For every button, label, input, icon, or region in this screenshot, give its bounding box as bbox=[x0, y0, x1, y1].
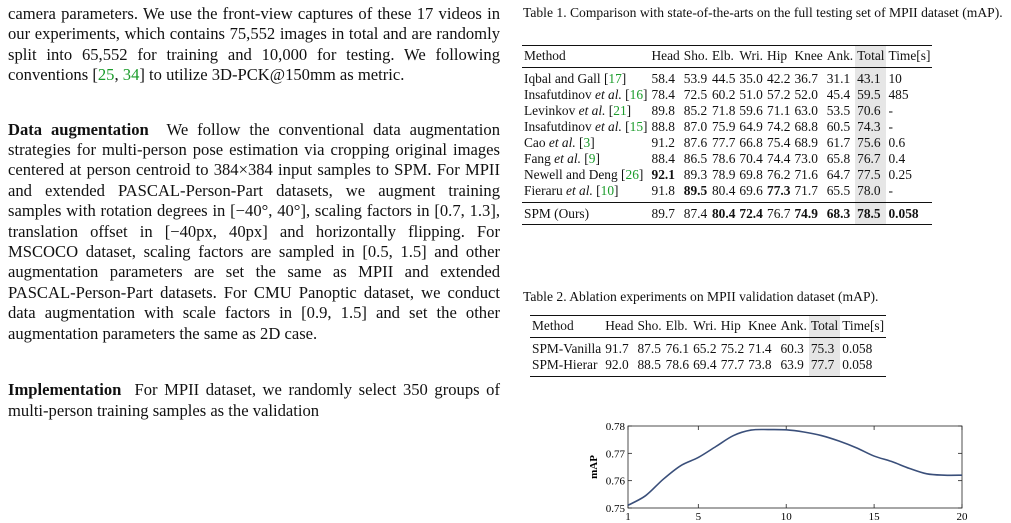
method-bracket: [ bbox=[580, 151, 589, 166]
table-cell: - bbox=[888, 103, 893, 118]
x-tick-label: 10 bbox=[780, 511, 792, 520]
table-cell: 75.3 bbox=[809, 338, 840, 358]
table-cell: 89.3 bbox=[683, 167, 708, 182]
method-label: Levinkov bbox=[524, 103, 579, 118]
table-row bbox=[522, 135, 932, 151]
table-cell: 58.4 bbox=[651, 71, 675, 86]
method-label: Insafutdinov bbox=[524, 87, 596, 102]
table-cell: 69.8 bbox=[739, 167, 763, 182]
table-cell: 76.7 bbox=[765, 203, 792, 225]
table-cell: 77.7 bbox=[719, 357, 746, 377]
y-axis-label: mAP bbox=[588, 455, 600, 479]
paragraph-implementation: Implementation For MPII dataset, we randomly select 350 groups of multi-person training samples as the validation bbox=[8, 380, 500, 420]
table-cell: 63.9 bbox=[778, 357, 808, 377]
method-etal: et al. bbox=[554, 151, 581, 166]
table-cell: 68.9 bbox=[794, 135, 818, 150]
table-cell: 68.8 bbox=[794, 119, 818, 134]
column-header: Knee bbox=[746, 316, 778, 338]
table-cell: 78.4 bbox=[651, 87, 675, 102]
method-name bbox=[522, 119, 650, 135]
table-cell: 78.0 bbox=[855, 183, 886, 203]
x-tick-label: 1 bbox=[625, 511, 631, 520]
map-line-series bbox=[628, 429, 962, 505]
table-cell: 61.7 bbox=[826, 135, 851, 150]
method-label: Iqbal and Gall [ bbox=[524, 71, 609, 86]
table-cell: 89.7 bbox=[650, 203, 682, 225]
x-tick-label: 20 bbox=[956, 511, 968, 520]
table-cell: 70.4 bbox=[739, 151, 763, 166]
column-header: Head bbox=[603, 316, 635, 338]
table-cell: 92.1 bbox=[651, 167, 675, 182]
table-cell: 88.5 bbox=[635, 357, 663, 377]
column-header: Ank. bbox=[778, 316, 808, 338]
table-cell: 76.1 bbox=[665, 341, 690, 356]
table-cell: 91.7 bbox=[605, 341, 629, 356]
table2-caption: Table 2. Ablation experiments on MPII validation dataset (mAP). bbox=[523, 289, 879, 304]
table-cell: 75.2 bbox=[720, 341, 745, 356]
table-cell: 71.6 bbox=[794, 167, 818, 182]
column-header: Sho. bbox=[682, 46, 710, 68]
table-cell: 63.0 bbox=[794, 103, 818, 118]
table-cell: 87.0 bbox=[683, 119, 708, 134]
table-cell: 65.8 bbox=[826, 151, 851, 166]
table-cell: 71.7 bbox=[794, 183, 818, 198]
citation-link[interactable]: 26 bbox=[625, 167, 639, 182]
method-name bbox=[522, 103, 650, 119]
table-cell: 57.2 bbox=[767, 87, 791, 102]
method-etal: et al. bbox=[566, 183, 593, 198]
table-cell: 69.6 bbox=[739, 183, 763, 198]
table-cell: 0.058 bbox=[842, 341, 873, 356]
method-etal: et al. bbox=[595, 119, 622, 134]
table-cell: 42.2 bbox=[767, 71, 791, 86]
table-cell: 91.8 bbox=[651, 183, 675, 198]
table-cell: 65.2 bbox=[693, 341, 717, 356]
table-cell: 92.0 bbox=[603, 357, 635, 377]
table-cell: 71.4 bbox=[748, 341, 772, 356]
table-cell: 74.3 bbox=[855, 119, 886, 135]
citation-link[interactable]: 16 bbox=[629, 87, 644, 102]
table-cell: 35.0 bbox=[739, 71, 763, 86]
method-bracket: ] bbox=[626, 103, 632, 118]
table-cell: 91.2 bbox=[651, 135, 675, 150]
table-row bbox=[522, 103, 932, 119]
table-cell: 64.9 bbox=[739, 119, 763, 134]
method-etal: et al. bbox=[578, 103, 606, 118]
method-name bbox=[522, 135, 650, 151]
method-bracket: ] bbox=[590, 135, 595, 150]
table-cell: 68.3 bbox=[825, 203, 855, 225]
method-label: SPM-Vanilla bbox=[532, 341, 602, 356]
table1 bbox=[522, 45, 932, 225]
method-etal: et al. bbox=[595, 87, 622, 102]
table-cell: 36.7 bbox=[794, 71, 818, 86]
citation-link[interactable]: 25 bbox=[97, 65, 115, 85]
table-cell: 69.4 bbox=[691, 357, 719, 377]
method-name bbox=[530, 357, 603, 377]
table-cell: 76.2 bbox=[767, 167, 791, 182]
table-cell: 72.4 bbox=[737, 203, 765, 225]
method-label: Newell and Deng [ bbox=[524, 167, 626, 182]
table1-caption: Table 1. Comparison with state-of-the-arts on the full testing set of MPII dataset (mAP). bbox=[523, 5, 1003, 20]
map-curve-chart bbox=[562, 420, 982, 520]
table-cell: 77.7 bbox=[809, 357, 840, 377]
table-row bbox=[530, 338, 886, 358]
table-cell: 64.7 bbox=[826, 167, 851, 182]
table-cell: 71.8 bbox=[711, 103, 736, 118]
method-name bbox=[530, 338, 603, 358]
column-header: Ank. bbox=[825, 46, 855, 68]
paragraph-data-augmentation: Data augmentation We follow the conventional data augmentation strategies for multi-person pose estimation via cropping original images centered at person centroid to 384×384 input samples to SPM. For MPII and extended PASCAL-Person-Part datasets, we augment training samples with rotation degrees in [−40°, 40°], scaling factors in [0.7, 1.3], translation offset in [−40px, 40px] and horizontally flipping. For MSCOCO dataset, scaling factors are sampled in [0.5, 1.5] and other augmentation parameters are set the same as MPII and extended PASCAL-Person-Part datasets. For CMU Panoptic dataset, we conduct data augmentation with scale factors in [0.9, 1.5] and set the other augmentation parameters the same as 2D case. bbox=[8, 119, 501, 343]
table-cell: 75.9 bbox=[711, 119, 736, 134]
table-row bbox=[522, 183, 932, 203]
table-cell: 59.5 bbox=[855, 87, 886, 103]
citation-link[interactable]: 10 bbox=[600, 183, 615, 198]
table-cell: 51.0 bbox=[739, 87, 763, 102]
method-label: Fang bbox=[524, 151, 555, 166]
table-cell: 80.4 bbox=[710, 203, 737, 225]
citation-link[interactable]: 17 bbox=[608, 71, 622, 86]
method-name bbox=[522, 87, 650, 103]
citation-link[interactable]: 34 bbox=[122, 65, 140, 85]
table-cell: 73.8 bbox=[746, 357, 778, 377]
table-row bbox=[522, 68, 932, 88]
table-row bbox=[522, 87, 932, 103]
table-cell: 77.3 bbox=[767, 183, 791, 198]
table-cell: 53.9 bbox=[683, 71, 708, 86]
table-cell: 77.5 bbox=[855, 167, 886, 183]
method-bracket: ] bbox=[643, 119, 648, 134]
table-cell: 87.4 bbox=[682, 203, 710, 225]
table-cell: 485 bbox=[888, 87, 909, 102]
table-row bbox=[530, 357, 886, 377]
table-cell: 80.4 bbox=[711, 183, 736, 198]
y-tick-label: 0.76 bbox=[605, 475, 625, 488]
column-header: Method bbox=[522, 46, 650, 68]
table-cell: - bbox=[888, 119, 893, 134]
table-cell: 88.4 bbox=[651, 151, 675, 166]
method-label: Cao bbox=[524, 135, 549, 150]
table-cell: 76.7 bbox=[855, 151, 886, 167]
table-cell: 73.0 bbox=[794, 151, 818, 166]
table-cell: 53.5 bbox=[826, 103, 851, 118]
citation-link[interactable]: 21 bbox=[613, 103, 627, 118]
method-bracket: [ bbox=[621, 87, 630, 102]
table-cell: 78.6 bbox=[711, 151, 736, 166]
method-bracket: [ bbox=[621, 119, 630, 134]
table-cell: 59.6 bbox=[739, 103, 763, 118]
table-cell: 89.8 bbox=[651, 103, 675, 118]
table-cell: 77.7 bbox=[711, 135, 736, 150]
table-cell: 75.4 bbox=[767, 135, 791, 150]
table-row-ours bbox=[522, 203, 932, 225]
method-label: Insafutdinov bbox=[524, 119, 596, 134]
method-label: Fieraru bbox=[524, 183, 567, 198]
table-cell: 0.4 bbox=[888, 151, 906, 166]
column-header: Head bbox=[650, 46, 682, 68]
section-heading: Implementation bbox=[8, 380, 122, 400]
table-cell: 72.5 bbox=[683, 87, 708, 102]
table-cell: 60.5 bbox=[826, 119, 851, 134]
column-header: Wri. bbox=[737, 46, 765, 68]
table-cell: 52.0 bbox=[794, 87, 818, 102]
method-bracket: ] bbox=[614, 183, 619, 198]
method-name bbox=[522, 68, 650, 88]
table-cell: 74.2 bbox=[767, 119, 791, 134]
table-cell: 0.6 bbox=[888, 135, 906, 150]
paragraph-camera: camera parameters. We use the front-view captures of these 17 videos in our experiments, which contains 75,552 images in total and are randomly split into 65,552 for training and 10,000 for testing. We following conventions [25, 34] to utilize 3D-PCK@150mm as metric. bbox=[8, 4, 500, 85]
table-cell: 78.5 bbox=[855, 203, 886, 225]
table-cell: 86.5 bbox=[683, 151, 708, 166]
table-cell: 87.5 bbox=[637, 341, 661, 356]
table-cell: 60.2 bbox=[711, 87, 736, 102]
column-header: Total bbox=[809, 316, 840, 338]
left-column bbox=[8, 4, 500, 421]
method-bracket: ] bbox=[638, 167, 644, 182]
column-header: Total bbox=[855, 46, 886, 68]
method-bracket: [ bbox=[605, 103, 614, 118]
x-tick-label: 5 bbox=[695, 511, 702, 520]
column-header: Sho. bbox=[635, 316, 663, 338]
citation-link[interactable]: 15 bbox=[629, 119, 644, 134]
citation-link[interactable]: 9 bbox=[588, 151, 596, 166]
table-cell: 66.8 bbox=[739, 135, 763, 150]
y-tick-label: 0.77 bbox=[605, 448, 625, 461]
table-cell: 85.2 bbox=[683, 103, 708, 118]
table-cell: 89.5 bbox=[683, 183, 708, 198]
table-cell: - bbox=[888, 183, 893, 198]
table-row bbox=[522, 151, 932, 167]
table-cell: 71.1 bbox=[767, 103, 791, 118]
table2 bbox=[530, 315, 886, 377]
method-etal: et al. bbox=[548, 135, 576, 150]
method-name: SPM (Ours) bbox=[522, 203, 650, 225]
table-cell: 70.6 bbox=[855, 103, 886, 119]
table-cell: 44.5 bbox=[711, 71, 736, 86]
column-header: Hip bbox=[719, 316, 746, 338]
table-cell: 87.6 bbox=[683, 135, 708, 150]
method-name bbox=[522, 183, 650, 203]
method-bracket: ] bbox=[621, 71, 627, 86]
column-header: Method bbox=[530, 316, 603, 338]
table-cell: 10 bbox=[888, 71, 902, 86]
method-bracket: ] bbox=[595, 151, 600, 166]
table-cell: 0.058 bbox=[886, 203, 932, 225]
y-tick-label: 0.75 bbox=[605, 503, 625, 515]
table-cell: 78.6 bbox=[664, 357, 691, 377]
section-heading: Data augmentation bbox=[8, 119, 149, 139]
method-bracket: [ bbox=[592, 183, 601, 198]
table-cell: 0.058 bbox=[840, 357, 886, 377]
column-header: Elb. bbox=[664, 316, 691, 338]
column-header: Elb. bbox=[710, 46, 737, 68]
table-cell: 74.4 bbox=[767, 151, 791, 166]
column-header: Wri. bbox=[691, 316, 719, 338]
method-name bbox=[522, 167, 650, 183]
table-cell: 45.4 bbox=[826, 87, 851, 102]
y-tick-label: 0.78 bbox=[605, 421, 625, 433]
table-cell: 31.1 bbox=[826, 71, 851, 86]
column-header: Hip bbox=[765, 46, 792, 68]
column-header: Time[s] bbox=[840, 316, 886, 338]
table-cell: 0.25 bbox=[888, 167, 912, 182]
method-label: SPM-Hierar bbox=[532, 357, 598, 372]
table-cell: 78.9 bbox=[711, 167, 736, 182]
citation-link[interactable]: 3 bbox=[583, 135, 591, 150]
table-row bbox=[522, 167, 932, 183]
column-header: Time[s] bbox=[886, 46, 932, 68]
method-name bbox=[522, 151, 650, 167]
column-header: Knee bbox=[792, 46, 824, 68]
method-bracket: [ bbox=[575, 135, 584, 150]
table-cell: 74.9 bbox=[792, 203, 824, 225]
table-cell: 65.5 bbox=[826, 183, 851, 198]
method-bracket: ] bbox=[643, 87, 648, 102]
table-cell: 88.8 bbox=[651, 119, 675, 134]
table-row bbox=[522, 119, 932, 135]
table-cell: 60.3 bbox=[780, 341, 804, 356]
table-cell: 43.1 bbox=[855, 68, 886, 88]
x-tick-label: 15 bbox=[868, 511, 880, 520]
table-cell: 75.6 bbox=[855, 135, 886, 151]
